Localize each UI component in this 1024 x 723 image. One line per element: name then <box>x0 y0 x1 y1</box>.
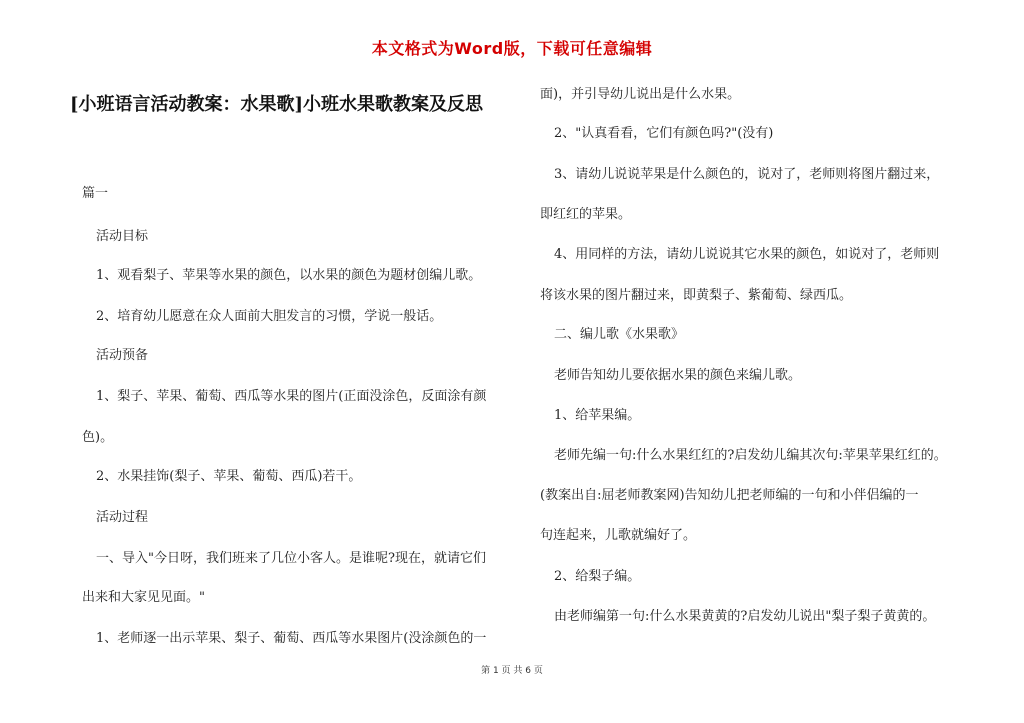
paragraph: 由老师编第一句:什么水果黄黄的?启发幼儿说出"梨子梨子黄黄的。 <box>554 609 936 624</box>
paragraph: 2、培育幼儿愿意在众人面前大胆发言的习惯，学说一般话。 <box>96 309 443 324</box>
paragraph: 活动预备 <box>96 348 149 363</box>
paragraph: 即红红的苹果。 <box>540 207 632 222</box>
paragraph: 活动目标 <box>96 229 149 244</box>
paragraph: 2、水果挂饰(梨子、苹果、葡萄、西瓜)若干。 <box>96 469 362 484</box>
paragraph: 2、"认真看看，它们有颜色吗?"(没有) <box>554 126 774 141</box>
paragraph: 老师先编一句:什么水果红红的?启发幼儿编其次句:苹果苹果红红的。 <box>554 448 947 463</box>
page-number: 第 1 页 共 6 页 <box>481 666 543 676</box>
paragraph: 4、用同样的方法，请幼儿说说其它水果的颜色，如说对了，老师则 <box>554 247 940 262</box>
paragraph: 出来和大家见见面。" <box>82 590 205 605</box>
download-banner: 本文格式为Word版，下载可任意编辑 <box>371 39 653 58</box>
paragraph: 面)，并引导幼儿说出是什么水果。 <box>540 87 741 102</box>
paragraph: 1、给苹果编。 <box>554 408 641 423</box>
paragraph: 句连起来，儿歌就编好了。 <box>540 528 697 543</box>
paragraph: 篇一 <box>82 186 109 201</box>
paragraph: 1、梨子、苹果、葡萄、西瓜等水果的图片(正面没涂色，反面涂有颜 <box>96 389 487 404</box>
paragraph: 将该水果的图片翻过来，即黄梨子、紫葡萄、绿西瓜。 <box>540 288 853 303</box>
paragraph: 老师告知幼儿要依据水果的颜色来编儿歌。 <box>554 368 802 383</box>
paragraph: 1、老师逐一出示苹果、梨子、葡萄、西瓜等水果图片(没涂颜色的一 <box>96 631 487 646</box>
paragraph: 3、请幼儿说说苹果是什么颜色的，说对了，老师则将图片翻过来， <box>554 167 940 182</box>
paragraph: 一、导入"今日呀，我们班来了几位小客人。是谁呢?现在，就请它们 <box>96 551 486 566</box>
paragraph: 活动过程 <box>96 510 149 525</box>
paragraph: 二、编儿歌《水果歌》 <box>554 327 685 342</box>
paragraph: 2、给梨子编。 <box>554 569 641 584</box>
document-title: [小班语言活动教案：水果歌]小班水果歌教案及反思 <box>70 94 484 115</box>
paragraph: 1、观看梨子、苹果等水果的颜色，以水果的颜色为题材创编儿歌。 <box>96 268 482 283</box>
paragraph: (教案出自:屈老师教案网)告知幼儿把老师编的一句和小伴侣编的一 <box>540 488 919 503</box>
paragraph: 色)。 <box>82 430 114 445</box>
